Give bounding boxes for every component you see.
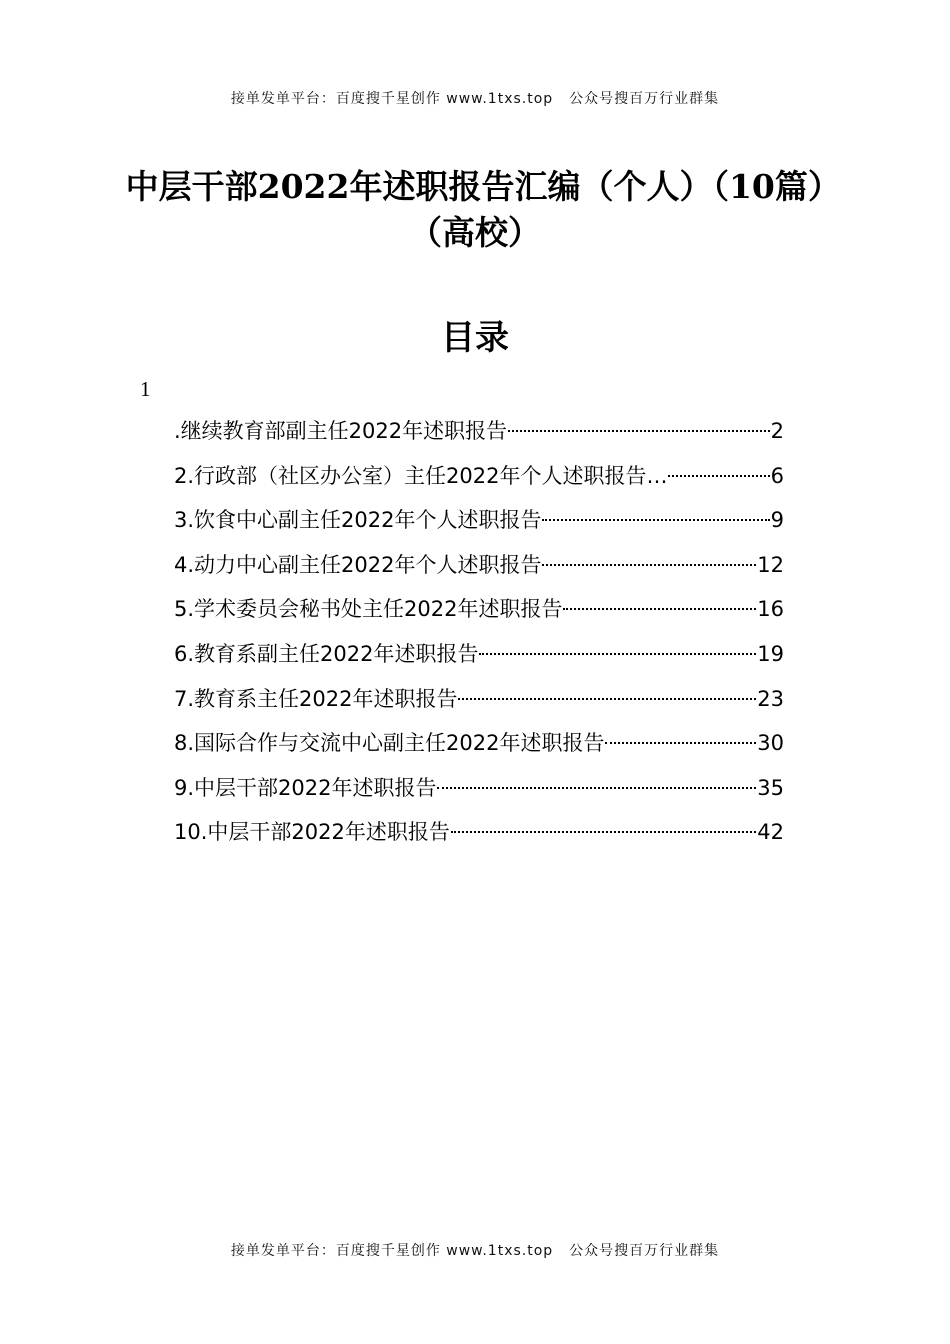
- toc-entry-title: 3.饮食中心副主任2022年个人述职报告: [174, 508, 542, 533]
- toc-dot-leader: [479, 653, 756, 655]
- toc-entry-page: 16: [757, 597, 784, 622]
- toc-entry-9[interactable]: [174, 773, 784, 818]
- footer-wechat-text: 公众号搜百万行业群集: [569, 1243, 720, 1259]
- toc-entry-8[interactable]: [174, 728, 784, 773]
- toc-entry-5[interactable]: [174, 594, 784, 639]
- toc-entry-title: 5.学术委员会秘书处主任2022年述职报告: [174, 597, 563, 622]
- toc-entry-page: 42: [757, 820, 784, 845]
- header-platform-text: 接单发单平台：百度搜千星创作 www.1txs.top: [230, 91, 554, 107]
- toc-dot-leader: [563, 608, 756, 610]
- toc-entry-page: 23: [757, 686, 784, 711]
- toc-entry-title: .继续教育部副主任2022年述职报告: [174, 419, 508, 443]
- toc-entry-title: 7.教育系主任2022年述职报告: [174, 686, 458, 711]
- toc-entry-4[interactable]: [174, 550, 784, 595]
- toc-heading: 目录: [441, 318, 509, 358]
- toc-dot-leader: [508, 430, 770, 432]
- toc-entry-title: 10.中层干部2022年述职报告: [174, 820, 450, 845]
- toc-entry-page: 12: [757, 552, 784, 577]
- toc-entry-page: 35: [757, 775, 784, 800]
- toc-dot-leader: [605, 742, 756, 744]
- toc-dot-leader: [668, 475, 769, 477]
- toc-entry-title: 8.国际合作与交流中心副主任2022年述职报告: [174, 731, 605, 756]
- toc-entry-3[interactable]: [174, 505, 784, 550]
- toc-entry-title: 9.中层干部2022年述职报告: [174, 775, 437, 800]
- toc-entry-page: 2: [770, 419, 784, 443]
- toc-entry-page: 6: [770, 463, 784, 488]
- toc-entry-page: 9: [770, 508, 784, 533]
- toc-dot-leader: [458, 698, 756, 700]
- toc-entry-title: 6.教育系副主任2022年述职报告: [174, 641, 479, 666]
- footer-platform-text: 接单发单平台：百度搜千星创作 www.1txs.top: [230, 1243, 554, 1259]
- stray-page-number: 1: [140, 377, 151, 401]
- toc-entry-title: 2.行政部（社区办公室）主任2022年个人述职报告…: [174, 463, 668, 488]
- toc-entry-title: 4.动力中心副主任2022年个人述职报告: [174, 552, 542, 577]
- toc-entry-1[interactable]: [174, 416, 784, 461]
- toc-dot-leader: [451, 831, 756, 833]
- page-footer: [0, 1240, 950, 1260]
- toc-dot-leader: [542, 519, 769, 521]
- toc-entry-page: 19: [757, 641, 784, 666]
- toc-entry-7[interactable]: [174, 684, 784, 729]
- table-of-contents: [174, 416, 784, 862]
- toc-entry-10[interactable]: [174, 817, 784, 862]
- header-wechat-text: 公众号搜百万行业群集: [569, 91, 720, 107]
- toc-entry-2[interactable]: [174, 461, 784, 506]
- toc-dot-leader: [542, 564, 756, 566]
- toc-entry-page: 30: [757, 731, 784, 756]
- toc-dot-leader: [437, 787, 756, 789]
- toc-entry-6[interactable]: [174, 639, 784, 684]
- page-header: [0, 88, 950, 108]
- document-title: 中层干部2022年述职报告汇编（个人）（10篇）（高校）: [125, 167, 825, 252]
